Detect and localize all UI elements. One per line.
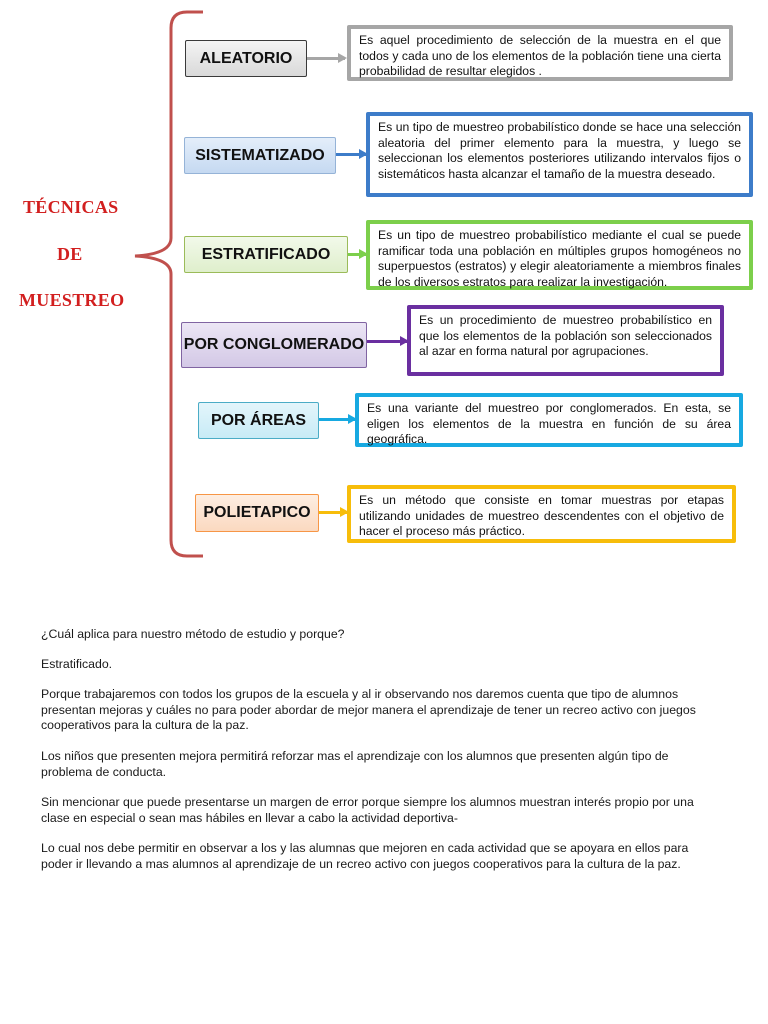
label-aleatorio: ALEATORIO (185, 40, 307, 77)
desc-sistematizado: Es un tipo de muestreo probabilístico donde se hace una selección aleatoria del primer elemento para la muestra, y luego se seleccionan los elementos posteriores utilizando intervalos fijos o sistemáticos hasta alcanzar el tamaño de la muestra deseado. (366, 112, 753, 197)
desc-estratificado: Es un tipo de muestreo probabilístico mediante el cual se puede ramificar toda una población en múltiples grupos homogéneos no superpuestos (estratos) y elegir aleatoriamente a miembros finales de los diversos estratos para realizar la investigación. (366, 220, 753, 290)
title-tecnicas: TÉCNICAS (23, 197, 119, 217)
desc-polietapico: Es un método que consiste en tomar muestras por etapas utilizando unidades de muestreo descendentes con el objetivo de hacer el proceso más práctico. (347, 485, 736, 543)
desc-por-areas: Es una variante del muestreo por conglomerados. En esta, se eligen los elementos de la muestra en función de su área geográfica. (355, 393, 743, 447)
question-text: ¿Cuál aplica para nuestro método de estudio y porque? (41, 627, 345, 641)
arrow-aleatorio (307, 57, 345, 60)
title-muestreo: MUESTREO (19, 290, 125, 310)
curly-brace (125, 6, 215, 561)
arrow-polietapico (319, 511, 347, 514)
desc-por-conglomerado: Es un procedimiento de muestreo probabilístico en que los elementos de la población son seleccionados al azar en forma natural por agrupaciones. (407, 305, 724, 376)
arrow-conglomerado (367, 340, 407, 343)
arrow-sistematizado (336, 153, 366, 156)
label-polietapico: POLIETAPICO (195, 494, 319, 532)
paragraph-2: Los niños que presenten mejora permitirá reforzar mas el aprendizaje con los alumnos que presenten algún tipo de problema de conducta. (41, 749, 669, 779)
arrow-areas (319, 418, 355, 421)
title-de: DE (57, 244, 83, 264)
paragraph-4: Lo cual nos debe permitir en observar a los y las alumnas que mejoren en cada actividad que se apoyara en ellos para poder ir llevando a mas alumnos al aprendizaje de un recreo activo con juegos cooperativos para la cultura de la paz. (41, 841, 689, 871)
desc-aleatorio: Es aquel procedimiento de selección de la muestra en el que todos y cada uno de los elementos de la población tiene una cierta probabilidad de resultar elegidos . (347, 25, 733, 81)
label-por-conglomerado: POR CONGLOMERADO (181, 322, 367, 368)
paragraph-1: Porque trabajaremos con todos los grupos de la escuela y al ir observando nos daremos cuenta que tipo de alumnos presentan mejoras y cuáles no para poder abordar de mejor manera el aprendizaje de tener un recreo activo con juegos cooperativos para la cultura de la paz. (41, 687, 696, 732)
label-por-areas: POR ÁREAS (198, 402, 319, 439)
label-sistematizado: SISTEMATIZADO (184, 137, 336, 174)
label-estratificado: ESTRATIFICADO (184, 236, 348, 273)
answer-text: Estratificado. (41, 657, 113, 671)
arrow-estratificado (348, 253, 366, 256)
paragraph-3: Sin mencionar que puede presentarse un margen de error porque siempre los alumnos muestran interés propio por una clase en especial o sean mas hábiles en llevar a cabo la actividad deportiva- (41, 795, 694, 825)
